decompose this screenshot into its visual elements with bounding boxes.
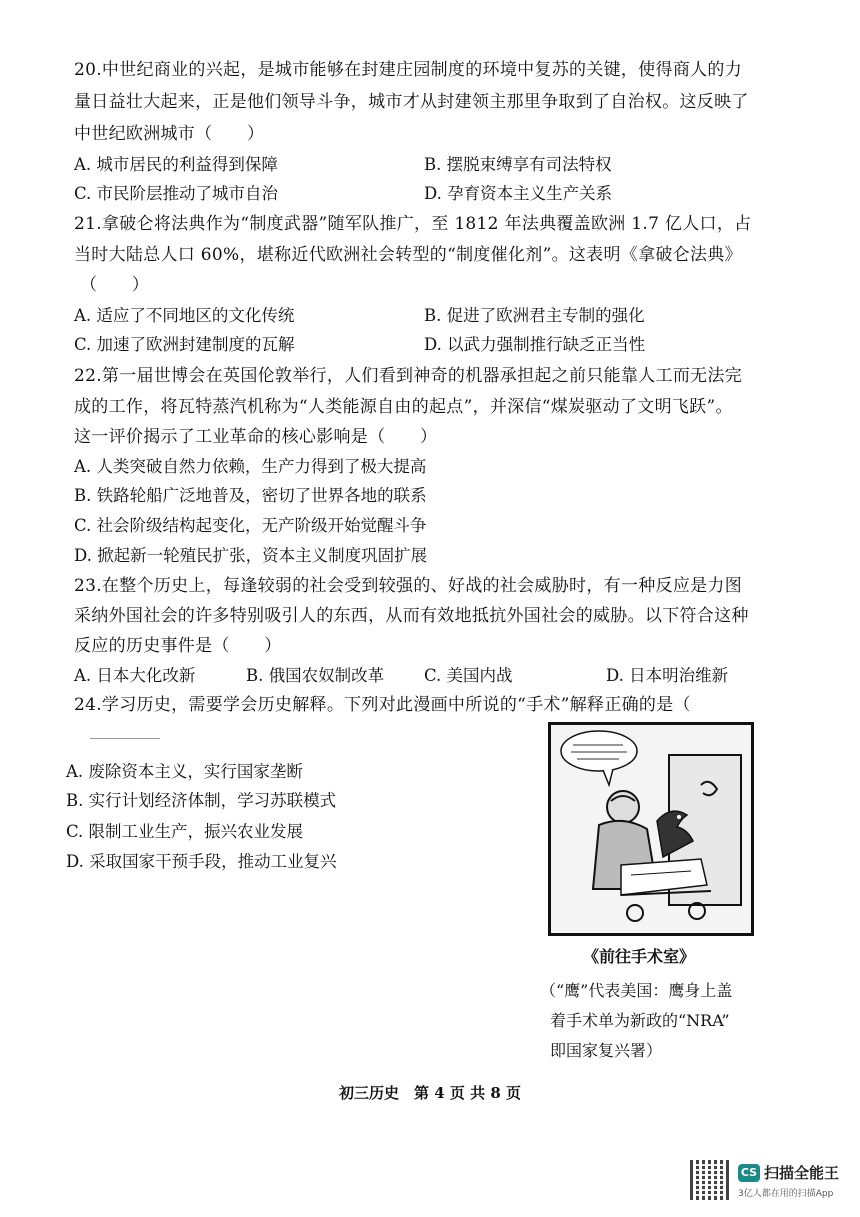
qr-code-icon xyxy=(690,1160,730,1200)
q22-option-d: D. 掀起新一轮殖民扩张，资本主义制度巩固扩展 xyxy=(74,546,428,565)
cartoon-note-line1: （“鹰”代表美国：鹰身上盖 xyxy=(540,981,733,1000)
q22-stem-line3: 这一评价揭示了工业革命的核心影响是（ ） xyxy=(74,427,438,447)
q20-stem-line2: 量日益壮大起来，正是他们领导斗争，城市才从封建领主那里争取到了自治权。这反映了 xyxy=(74,92,749,112)
q23-option-d: D. 日本明治维新 xyxy=(606,666,729,685)
q23-option-c: C. 美国内战 xyxy=(424,666,513,685)
scanner-watermark xyxy=(690,1158,860,1206)
scanner-name: 扫描全能王 xyxy=(764,1164,840,1182)
scanner-tagline: 3亿人都在用的扫描App xyxy=(738,1189,834,1199)
q24-stem-line1: 24.学习历史，需要学会历史解释。下列对此漫画中所说的“手术”解释正确的是（ xyxy=(74,695,691,715)
q21-option-b: B. 促进了欧洲君主专制的强化 xyxy=(424,306,645,325)
q22-option-b: B. 铁路轮船广泛地普及，密切了世界各地的联系 xyxy=(74,486,427,505)
cartoon-note-line2: 着手术单为新政的“NRA” xyxy=(550,1011,730,1030)
q20-option-d: D. 孕育资本主义生产关系 xyxy=(424,184,613,203)
q24-option-d: D. 采取国家干预手段，推动工业复兴 xyxy=(66,852,337,871)
q23-stem-line3: 反应的历史事件是（ ） xyxy=(74,636,282,656)
q20-option-b: B. 摆脱束缚享有司法特权 xyxy=(424,155,612,174)
q20-option-a: A. 城市居民的利益得到保障 xyxy=(74,155,278,174)
scan-line xyxy=(90,738,160,739)
q20-option-c: C. 市民阶层推动了城市自治 xyxy=(74,184,279,203)
q24-option-a: A. 废除资本主义，实行国家垄断 xyxy=(66,762,303,781)
q21-option-d: D. 以武力强制推行缺乏正当性 xyxy=(424,335,646,354)
cartoon-title: 《前往手术室》 xyxy=(583,947,696,966)
q22-stem-line2: 成的工作，将瓦特蒸汽机称为“人类能源自由的起点”，并深信“煤炭驱动了文明飞跃”。 xyxy=(74,397,733,417)
q22-option-a: A. 人类突破自然力依赖，生产力得到了极大提高 xyxy=(74,457,427,476)
q22-option-c: C. 社会阶级结构起变化，无产阶级开始觉醒斗争 xyxy=(74,516,427,535)
q23-option-b: B. 俄国农奴制改革 xyxy=(246,666,385,685)
cartoon-image xyxy=(548,722,754,936)
cartoon-note-line3: 即国家复兴署） xyxy=(550,1041,663,1060)
page-footer: 初三历史 第 4 页 共 8 页 xyxy=(339,1084,521,1102)
q21-stem-line2: 当时大陆总人口 60%，堪称近代欧洲社会转型的“制度催化剂”。这表明《拿破仑法典》 xyxy=(74,245,742,265)
q24-option-b: B. 实行计划经济体制，学习苏联模式 xyxy=(66,791,337,810)
q23-stem-line1: 23.在整个历史上，每逢较弱的社会受到较强的、好战的社会威胁时，有一种反应是力图 xyxy=(74,576,743,596)
q20-stem-line3: 中世纪欧洲城市（ ） xyxy=(74,124,265,144)
camscanner-logo-icon: CS xyxy=(738,1164,760,1182)
q21-option-a: A. 适应了不同地区的文化传统 xyxy=(74,306,295,325)
q21-stem-line3: （ ） xyxy=(80,275,150,295)
q24-option-c: C. 限制工业生产，振兴农业发展 xyxy=(66,822,304,841)
q23-option-a: A. 日本大化改新 xyxy=(74,666,196,685)
q21-option-c: C. 加速了欧洲封建制度的瓦解 xyxy=(74,335,295,354)
q21-stem-line1: 21.拿破仑将法典作为“制度武器”随军队推广，至 1812 年法典覆盖欧洲 1.7 亿人口，占 xyxy=(74,214,752,234)
q22-stem-line1: 22.第一届世博会在英国伦敦举行，人们看到神奇的机器承担起之前只能靠人工而无法完 xyxy=(74,366,743,386)
q20-stem-line1: 20.中世纪商业的兴起，是城市能够在封建庄园制度的环境中复苏的关键，使得商人的力 xyxy=(74,60,743,80)
q23-stem-line2: 采纳外国社会的许多特别吸引人的东西，从而有效地抵抗外国社会的威胁。以下符合这种 xyxy=(74,606,749,626)
